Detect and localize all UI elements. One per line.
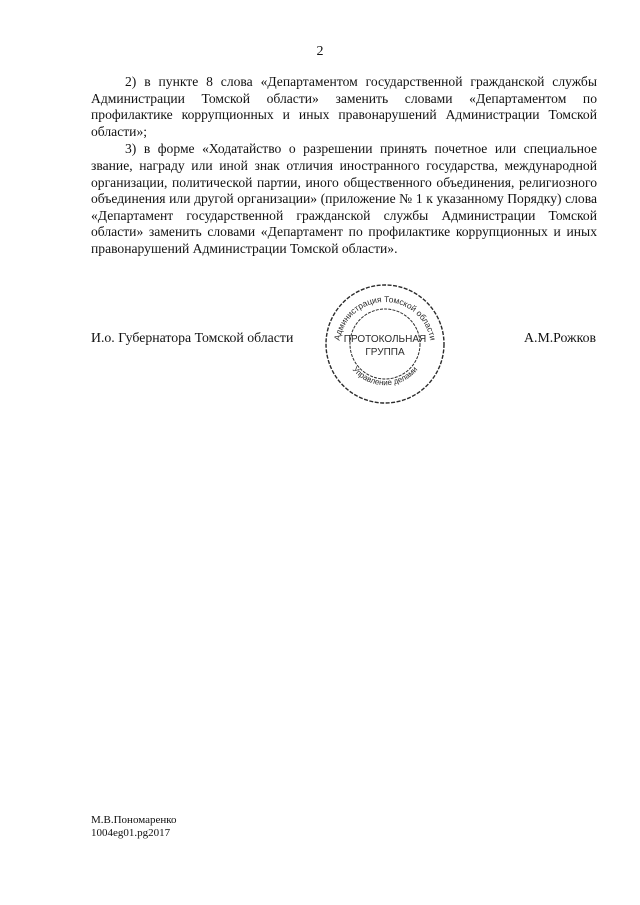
- paragraph-item-3: 3) в форме «Ходатайство о разрешении принять почетное или специальное звание, награду или иной знак отличия иностранного государства, международной организации, политической партии, иного общественного объединения, религиозного объединения или другой организации» (приложение № 1 к указанному Порядку) слова «Департамент государственной гражданской службы Администрации Томской области» заменить словами «Департамент по профилактике коррупционных и иных правонарушений Администрации Томской области».: [91, 141, 597, 256]
- stamp-outer-text: Администрация Томской области: [331, 293, 439, 342]
- stamp-bottom-text: Управление делами: [350, 364, 420, 388]
- signer-name: А.М.Рожков: [524, 330, 596, 345]
- stamp-center-line-1: ПРОТОКОЛЬНАЯ: [343, 334, 427, 345]
- footer-author: М.В.Пономаренко: [91, 814, 177, 826]
- page-number: 2: [316, 44, 324, 59]
- paragraph-item-2: 2) в пункте 8 слова «Департаментом государственной гражданской службы Администрации Томской области» заменить словами «Департаментом по профилактике коррупционных и иных правонарушений Администрации Томской области»;: [91, 74, 597, 139]
- footer: [91, 814, 177, 840]
- signer-title: И.о. Губернатора Томской области: [91, 330, 294, 345]
- document-body: [91, 74, 597, 258]
- footer-doc-code: 1004eg01.pg2017: [91, 827, 171, 839]
- stamp-center-line-2: ГРУППА: [365, 347, 405, 358]
- official-stamp: [323, 282, 447, 406]
